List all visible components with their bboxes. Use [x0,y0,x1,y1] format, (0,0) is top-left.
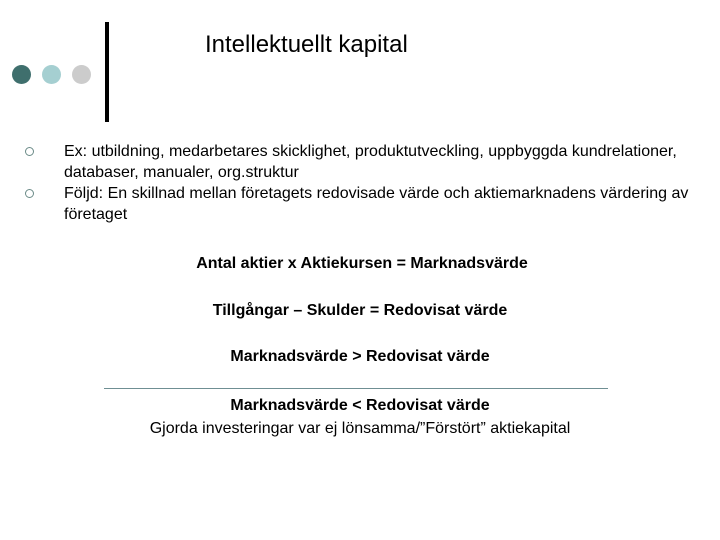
bullet-circle-icon [25,189,34,198]
slide-title: Intellektuellt kapital [205,31,408,58]
title-divider-line [105,22,109,122]
bullet-text: Ex: utbildning, medarbetares skicklighet, produktutveckling, uppbyggda kundrelationer, databaser, manualer, org.struktur [64,143,677,181]
decor-dot-light [42,65,61,84]
equation-less: Marknadsvärde < Redovisat värde [230,397,490,414]
decor-dot-dark [12,65,31,84]
equation-market-value: Antal aktier x Aktiekursen = Marknadsvärde [196,255,528,272]
bullet-text: Följd: En skillnad mellan företagets redovisade värde och aktiemarknadens värdering av företaget [64,185,689,223]
equation-greater: Marknadsvärde > Redovisat värde [230,348,490,365]
equation-book-value: Tillgångar – Skulder = Redovisat värde [212,302,508,319]
conclusion-note: Gjorda investeringar var ej lönsamma/”Förstört” aktiekapital [149,420,571,437]
decor-dot-grey [72,65,91,84]
bullet-circle-icon [25,147,34,156]
section-divider [104,388,608,389]
